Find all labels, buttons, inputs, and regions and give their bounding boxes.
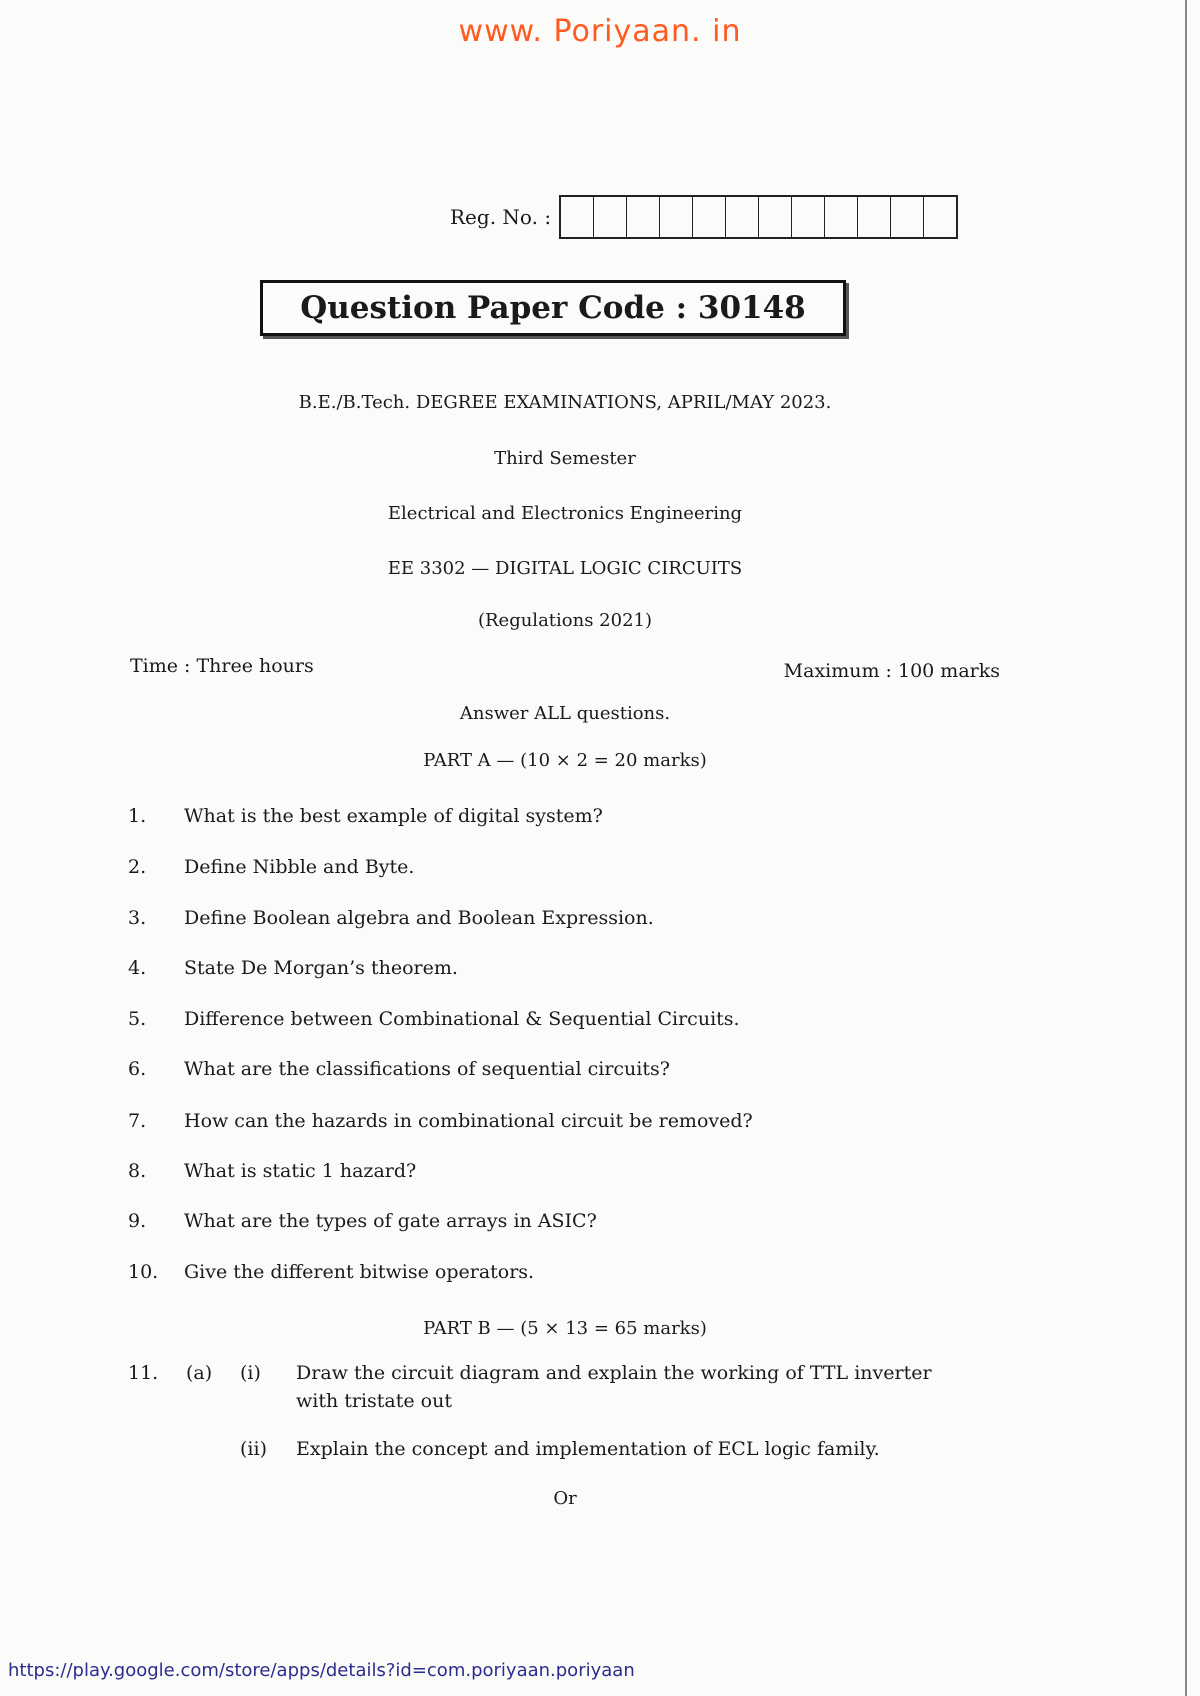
department: Electrical and Electronics Engineering: [387, 503, 743, 524]
maximum-marks: Maximum : 100 marks: [783, 660, 1000, 682]
question-number: 11.: [128, 1362, 159, 1384]
question-item: [128, 1210, 984, 1232]
watermark-link[interactable]: www. Poriyaan. in: [458, 14, 742, 49]
question-number: 3.: [128, 907, 147, 929]
question-number: 10.: [128, 1261, 159, 1283]
exam-title: B.E./B.Tech. DEGREE EXAMINATIONS, APRIL/MAY 2023.: [298, 392, 832, 413]
question-subpart: (ii): [240, 1438, 267, 1460]
question-text: What is the best example of digital system?: [184, 805, 603, 827]
question-text: Define Boolean algebra and Boolean Expression.: [184, 907, 654, 929]
question-text: Difference between Combinational & Sequential Circuits.: [184, 1008, 740, 1030]
question-item: [128, 907, 984, 929]
question-text: Define Nibble and Byte.: [184, 856, 415, 878]
question-text: with tristate out: [296, 1390, 452, 1412]
question-number: 5.: [128, 1008, 147, 1030]
question-item: [128, 1110, 984, 1132]
question-number: 1.: [128, 805, 147, 827]
question-subpart: (i): [240, 1362, 261, 1384]
question-text: Give the different bitwise operators.: [184, 1261, 535, 1283]
question-text: What are the classifications of sequential circuits?: [184, 1058, 670, 1080]
part-a-title: PART A — (10 × 2 = 20 marks): [423, 750, 707, 771]
question-item: [128, 856, 984, 878]
question-item: [128, 957, 984, 979]
question-item: [128, 1008, 984, 1030]
page-edge: [1185, 0, 1187, 1696]
part-b-title: PART B — (5 × 13 = 65 marks): [423, 1318, 707, 1339]
question-item: [128, 805, 984, 827]
question-number: 8.: [128, 1160, 147, 1182]
or-separator: Or: [553, 1488, 577, 1509]
question-number: 7.: [128, 1110, 147, 1132]
question-item: [128, 1261, 984, 1283]
reg-no-boxes: [559, 195, 958, 239]
reg-no: [450, 195, 958, 239]
regulations: (Regulations 2021): [477, 610, 653, 631]
question-item: [128, 1160, 984, 1182]
time-allowed: Time : Three hours: [130, 655, 314, 677]
course-title: EE 3302 — DIGITAL LOGIC CIRCUITS: [387, 558, 743, 579]
question-subpart: (a): [186, 1362, 213, 1384]
instruction: Answer ALL questions.: [459, 703, 671, 724]
question-text: State De Morgan’s theorem.: [184, 957, 458, 979]
question-item: [128, 1058, 984, 1080]
question-number: 4.: [128, 957, 147, 979]
question-paper-code: Question Paper Code : 30148: [260, 280, 846, 336]
question-text: What is static 1 hazard?: [184, 1160, 417, 1182]
question-text: How can the hazards in combinational circuit be removed?: [184, 1110, 753, 1132]
question-text: Draw the circuit diagram and explain the working of TTL inverter: [296, 1362, 932, 1384]
question-text: What are the types of gate arrays in ASIC?: [184, 1210, 597, 1232]
question-number: 6.: [128, 1058, 147, 1080]
semester: Third Semester: [494, 448, 636, 469]
question-number: 2.: [128, 856, 147, 878]
question-text: Explain the concept and implementation of ECL logic family.: [296, 1438, 880, 1460]
reg-no-label: Reg. No. :: [450, 205, 552, 229]
footer-link[interactable]: https://play.google.com/store/apps/details?id=com.poriyaan.poriyaan: [8, 1660, 635, 1681]
question-number: 9.: [128, 1210, 147, 1232]
